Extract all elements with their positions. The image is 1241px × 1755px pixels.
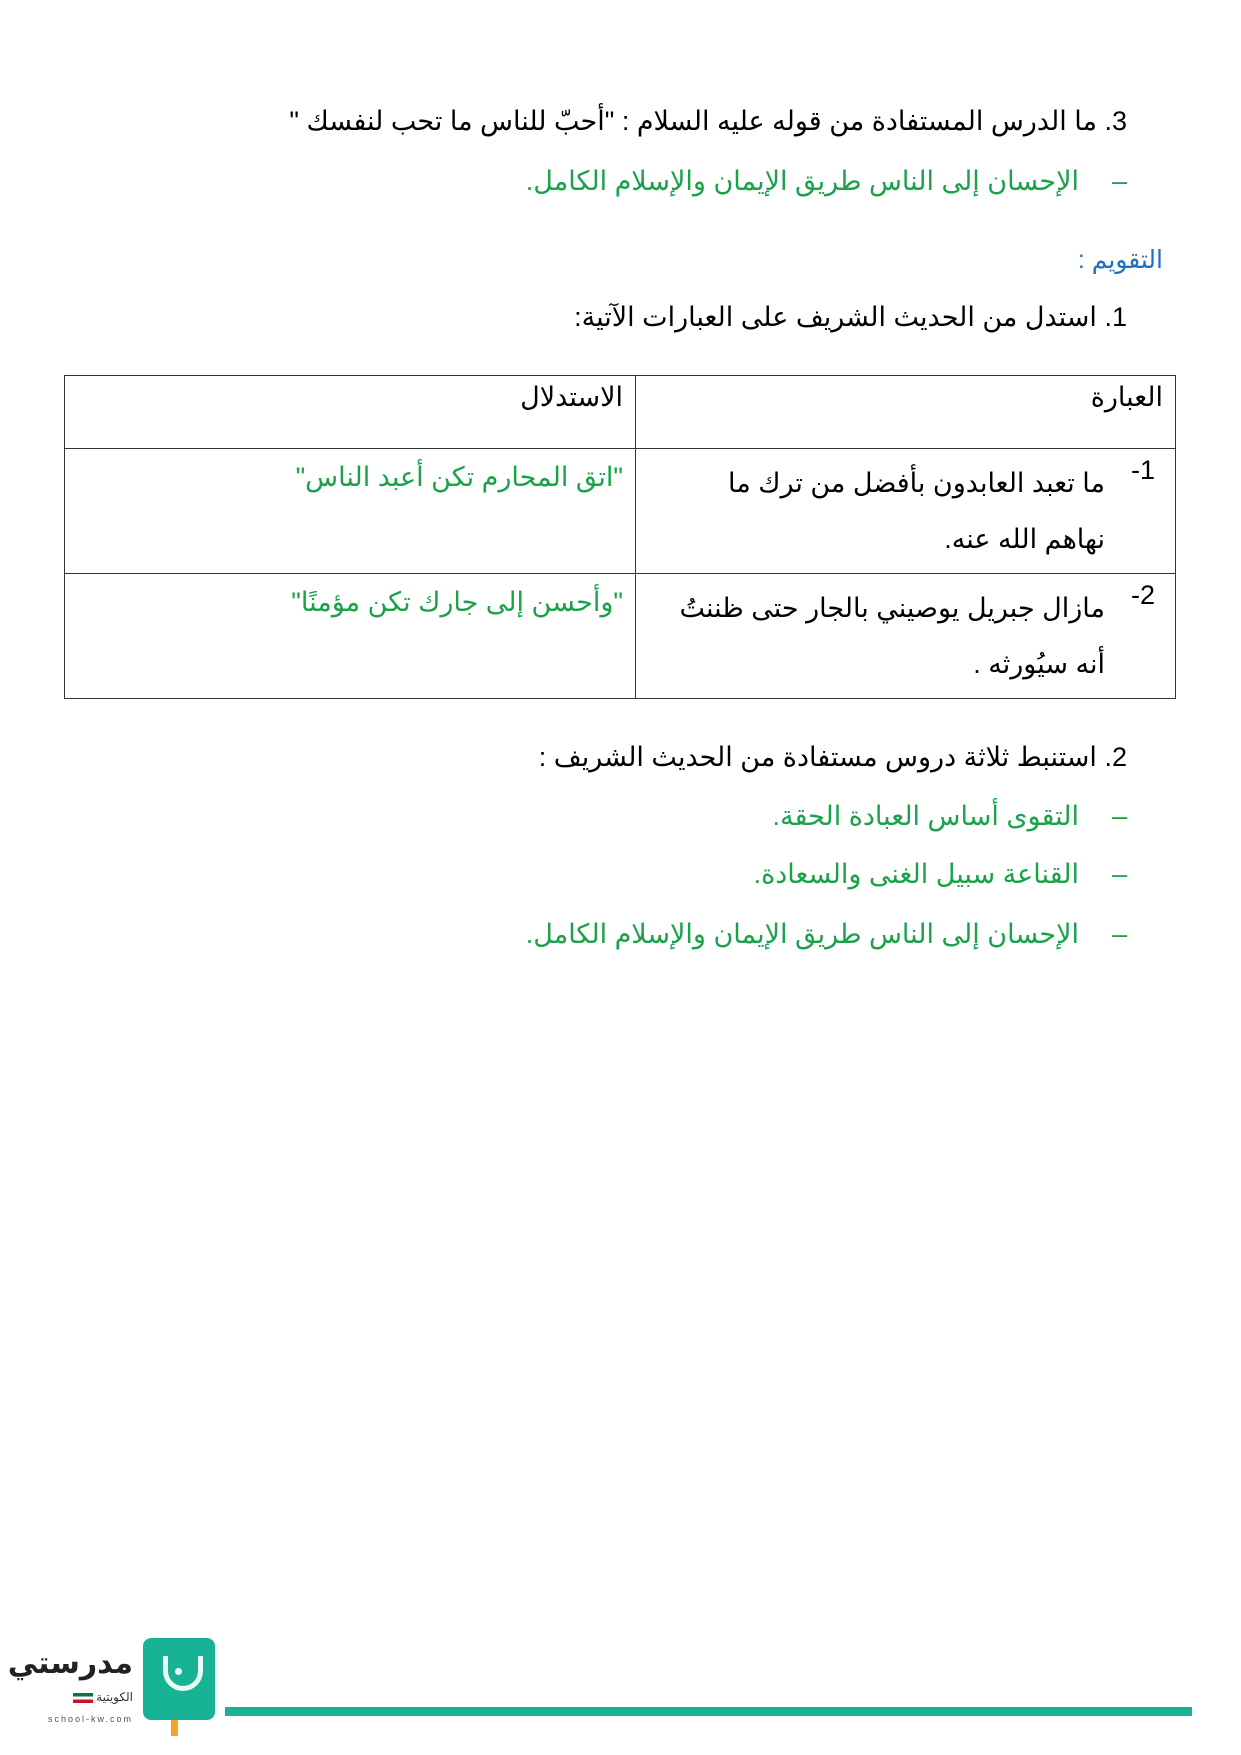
question-text: استدل من الحديث الشريف على العبارات الآتية: [574, 302, 1097, 332]
question-number: 3. [1104, 106, 1127, 136]
statement-text: مازال جبريل يوصيني بالجار حتى ظننتُ أنه سيُورثه . [679, 593, 1105, 679]
madrasati-logo [7, 1638, 215, 1738]
question-3 [289, 104, 1127, 138]
lesson-item [754, 857, 1127, 891]
evaluation-question-2 [539, 740, 1127, 774]
lesson-item [772, 799, 1127, 833]
statement-cell [636, 449, 1176, 574]
evidence-cell: "وأحسن إلى جارك تكن مؤمنًا" [65, 574, 636, 699]
kuwait-flag-icon [73, 1693, 93, 1703]
table-row [65, 574, 1176, 699]
logo-text: مدرستي [7, 1647, 133, 1680]
evaluation-question-1 [574, 300, 1127, 334]
question-text: استنبط ثلاثة دروس مستفادة من الحديث الشريف : [538, 742, 1097, 772]
statement-text: ما تعبد العابدون بأفضل من ترك ما نهاهم الله عنه. [728, 468, 1105, 554]
question-number: 2. [1104, 742, 1127, 772]
evidence-cell: "اتق المحارم تكن أعبد الناس" [65, 449, 636, 574]
question-number: 1. [1104, 302, 1127, 332]
header-evidence: الاستدلال [65, 376, 636, 449]
bullet-dash: – [1111, 801, 1127, 831]
lesson-text: التقوى أساس العبادة الحقة. [772, 801, 1079, 831]
bullet-dash: – [1111, 919, 1127, 949]
logo-book-icon [143, 1638, 215, 1720]
logo-subtext-label: الكويتية [96, 1690, 133, 1704]
bullet-dash: – [1111, 859, 1127, 889]
table-row [65, 449, 1176, 574]
question-3-answer [526, 164, 1127, 198]
lesson-text: الإحسان إلى الناس طريق الإيمان والإسلام الكامل. [525, 919, 1079, 949]
row-number: 1- [1130, 455, 1155, 485]
evaluation-heading: التقويم : [1077, 246, 1163, 274]
lesson-text: القناعة سبيل الغنى والسعادة. [753, 859, 1079, 889]
header-statement: العبارة [636, 376, 1176, 449]
logo-url: school-kw.com [47, 1714, 133, 1724]
statement-cell [636, 574, 1176, 699]
lesson-item [526, 917, 1127, 951]
question-text: ما الدرس المستفادة من قوله عليه السلام : "أحبّ للناس ما تحب لنفسك " [289, 106, 1097, 136]
answer-text: الإحسان إلى الناس طريق الإيمان والإسلام الكامل. [525, 166, 1079, 196]
logo-subtext [73, 1690, 133, 1704]
footer-accent-bar [225, 1707, 1192, 1716]
evidence-table [64, 375, 1176, 699]
row-number: 2- [1130, 580, 1155, 610]
bullet-dash: – [1111, 166, 1127, 196]
table-header-row [65, 376, 1176, 449]
